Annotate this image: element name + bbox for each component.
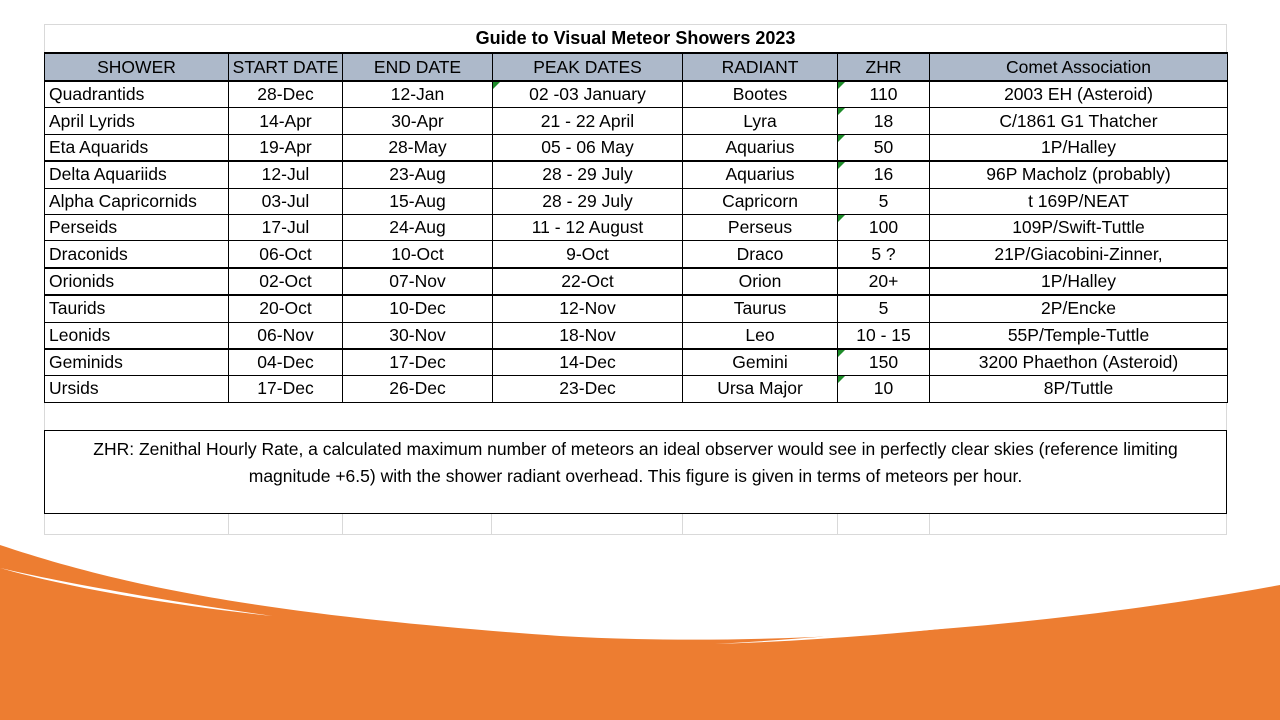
zhr-cell: 5 — [838, 188, 930, 214]
zhr-cell: 16 — [838, 161, 930, 188]
start-date-cell: 14-Apr — [229, 108, 343, 134]
end-date-cell: 30-Nov — [343, 322, 493, 349]
comet-cell: 109P/Swift-Tuttle — [930, 214, 1228, 240]
start-date-cell: 12-Jul — [229, 161, 343, 188]
shower-cell: Orionids — [45, 268, 229, 295]
zhr-cell: 5 — [838, 295, 930, 322]
peak-dates-cell: 21 - 22 April — [493, 108, 683, 134]
zhr-cell: 10 - 15 — [838, 322, 930, 349]
comet-cell: 2003 EH (Asteroid) — [930, 81, 1228, 108]
comet-cell: C/1861 G1 Thatcher — [930, 108, 1228, 134]
end-date-cell: 23-Aug — [343, 161, 493, 188]
table-row — [45, 108, 1228, 134]
start-date-cell: 17-Jul — [229, 214, 343, 240]
start-date-cell: 04-Dec — [229, 349, 343, 376]
comet-cell: 55P/Temple-Tuttle — [930, 322, 1228, 349]
radiant-cell: Aquarius — [683, 134, 838, 161]
zhr-cell: 18 — [838, 108, 930, 134]
radiant-cell: Leo — [683, 322, 838, 349]
shower-cell: Perseids — [45, 214, 229, 240]
peak-dates-cell: 14-Dec — [493, 349, 683, 376]
col-header-zhr: ZHR — [838, 53, 930, 81]
peak-dates-cell: 23-Dec — [493, 376, 683, 402]
spreadsheet-area — [44, 24, 1227, 535]
start-date-cell: 20-Oct — [229, 295, 343, 322]
col-header-shower: SHOWER — [45, 53, 229, 81]
zhr-cell: 5 ? — [838, 241, 930, 268]
comet-cell: 2P/Encke — [930, 295, 1228, 322]
zhr-note: ZHR: Zenithal Hourly Rate, a calculated maximum number of meteors an ideal observer would see in perfectly clear skies (reference limiting magnitude +6.5) with the shower radiant overhead. This figure is given in terms of meteors per hour. — [44, 430, 1227, 514]
table-row — [45, 214, 1228, 240]
radiant-cell: Perseus — [683, 214, 838, 240]
radiant-cell: Bootes — [683, 81, 838, 108]
end-date-cell: 30-Apr — [343, 108, 493, 134]
end-date-cell: 10-Dec — [343, 295, 493, 322]
start-date-cell: 17-Dec — [229, 376, 343, 402]
radiant-cell: Lyra — [683, 108, 838, 134]
col-header-comet-association: Comet Association — [930, 53, 1228, 81]
radiant-cell: Gemini — [683, 349, 838, 376]
table-row — [45, 241, 1228, 268]
table-row — [45, 81, 1228, 108]
end-date-cell: 28-May — [343, 134, 493, 161]
end-date-cell: 12-Jan — [343, 81, 493, 108]
table-row — [45, 134, 1228, 161]
radiant-cell: Taurus — [683, 295, 838, 322]
shower-cell: Leonids — [45, 322, 229, 349]
comet-cell: t 169P/NEAT — [930, 188, 1228, 214]
table-row — [45, 376, 1228, 402]
col-header-end-date: END DATE — [343, 53, 493, 81]
comet-cell: 3200 Phaethon (Asteroid) — [930, 349, 1228, 376]
end-date-cell: 07-Nov — [343, 268, 493, 295]
comet-cell: 1P/Halley — [930, 268, 1228, 295]
comet-cell: 96P Macholz (probably) — [930, 161, 1228, 188]
start-date-cell: 03-Jul — [229, 188, 343, 214]
shower-cell: Draconids — [45, 241, 229, 268]
peak-dates-cell: 22-Oct — [493, 268, 683, 295]
col-header-radiant: RADIANT — [683, 53, 838, 81]
end-date-cell: 17-Dec — [343, 349, 493, 376]
empty-row — [44, 403, 1227, 430]
header-row — [45, 53, 1228, 81]
zhr-cell: 100 — [838, 214, 930, 240]
table-row — [45, 295, 1228, 322]
zhr-cell: 10 — [838, 376, 930, 402]
radiant-cell: Aquarius — [683, 161, 838, 188]
table-row — [45, 349, 1228, 376]
shower-cell: Geminids — [45, 349, 229, 376]
end-date-cell: 26-Dec — [343, 376, 493, 402]
shower-cell: Delta Aquariids — [45, 161, 229, 188]
shower-cell: April Lyrids — [45, 108, 229, 134]
table-row — [45, 322, 1228, 349]
peak-dates-cell: 11 - 12 August — [493, 214, 683, 240]
comet-cell: 1P/Halley — [930, 134, 1228, 161]
shower-cell: Alpha Capricornids — [45, 188, 229, 214]
comet-cell: 21P/Giacobini-Zinner, — [930, 241, 1228, 268]
comet-cell: 8P/Tuttle — [930, 376, 1228, 402]
table-row — [45, 268, 1228, 295]
start-date-cell: 02-Oct — [229, 268, 343, 295]
radiant-cell: Orion — [683, 268, 838, 295]
shower-cell: Eta Aquarids — [45, 134, 229, 161]
zhr-cell: 20+ — [838, 268, 930, 295]
peak-dates-cell: 9-Oct — [493, 241, 683, 268]
end-date-cell: 24-Aug — [343, 214, 493, 240]
peak-dates-cell: 28 - 29 July — [493, 188, 683, 214]
meteor-table — [44, 52, 1228, 403]
radiant-cell: Capricorn — [683, 188, 838, 214]
zhr-cell: 50 — [838, 134, 930, 161]
start-date-cell: 06-Nov — [229, 322, 343, 349]
end-date-cell: 10-Oct — [343, 241, 493, 268]
orange-wave-decoration — [0, 530, 1280, 720]
shower-cell: Ursids — [45, 376, 229, 402]
start-date-cell: 19-Apr — [229, 134, 343, 161]
table-row — [45, 188, 1228, 214]
peak-dates-cell: 05 - 06 May — [493, 134, 683, 161]
shower-cell: Quadrantids — [45, 81, 229, 108]
peak-dates-cell: 12-Nov — [493, 295, 683, 322]
peak-dates-cell: 02 -03 January — [493, 81, 683, 108]
radiant-cell: Draco — [683, 241, 838, 268]
col-header-start-date: START DATE — [229, 53, 343, 81]
table-title: Guide to Visual Meteor Showers 2023 — [44, 24, 1227, 52]
zhr-cell: 110 — [838, 81, 930, 108]
peak-dates-cell: 28 - 29 July — [493, 161, 683, 188]
zhr-cell: 150 — [838, 349, 930, 376]
end-date-cell: 15-Aug — [343, 188, 493, 214]
shower-cell: Taurids — [45, 295, 229, 322]
table-row — [45, 161, 1228, 188]
radiant-cell: Ursa Major — [683, 376, 838, 402]
col-header-peak-dates: PEAK DATES — [493, 53, 683, 81]
peak-dates-cell: 18-Nov — [493, 322, 683, 349]
start-date-cell: 06-Oct — [229, 241, 343, 268]
start-date-cell: 28-Dec — [229, 81, 343, 108]
